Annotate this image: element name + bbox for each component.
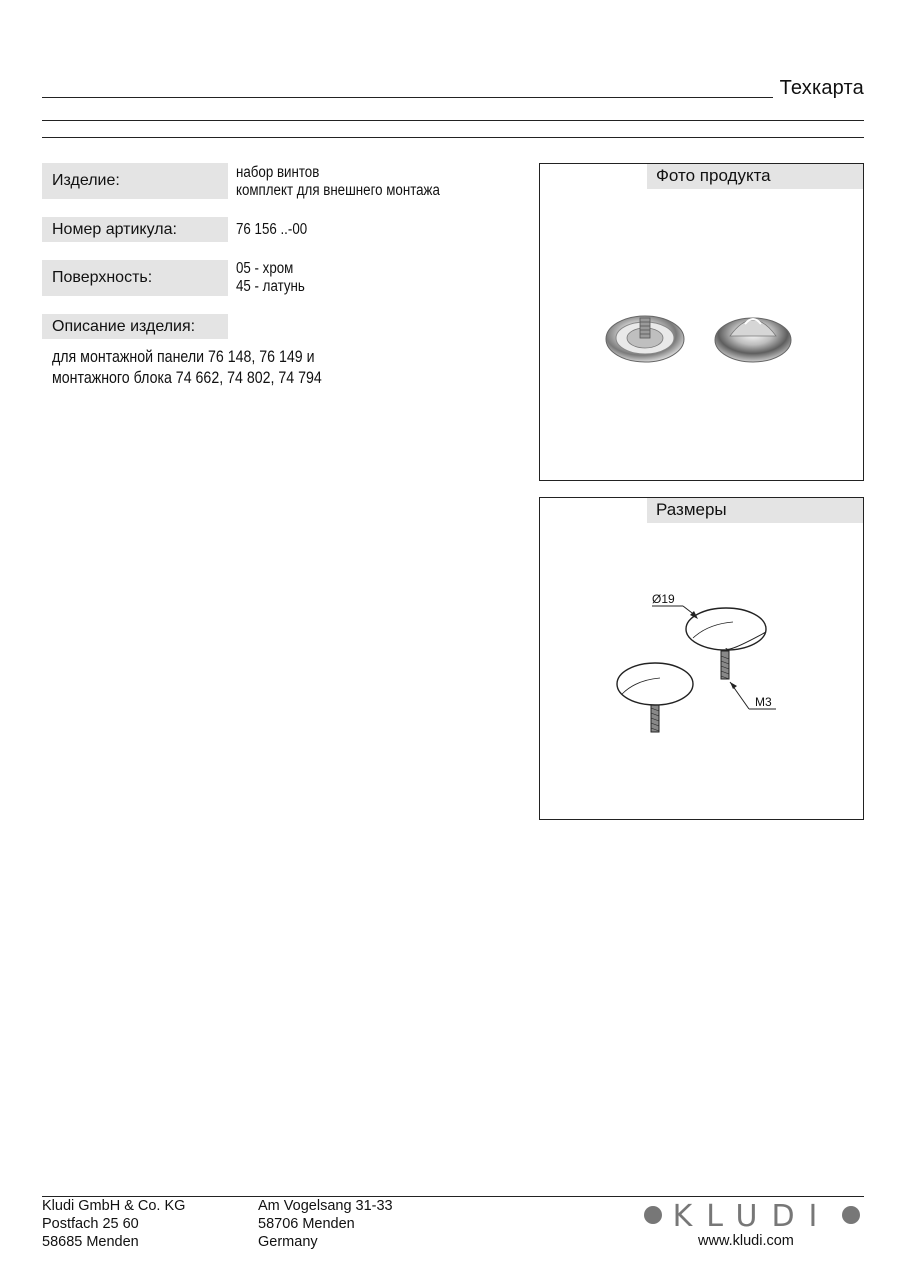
header-rule-top — [42, 97, 773, 98]
product-photo-title: Фото продукта — [647, 164, 863, 189]
product-name-value — [236, 164, 440, 200]
dimension-cap-back — [686, 608, 766, 650]
surface-label: Поверхность: — [42, 260, 228, 296]
footer-line: Germany — [258, 1234, 318, 1250]
dimensions-panel — [539, 497, 864, 820]
product-photo-panel — [539, 163, 864, 481]
article-number-label: Номер артикула: — [42, 217, 228, 242]
footer-company — [42, 1197, 185, 1251]
article-number-value: 76 156 ..-00 — [236, 221, 308, 238]
product-photo-image — [540, 164, 863, 480]
footer-line: 58706 Menden — [258, 1216, 355, 1232]
kludi-logo-text: KLUDI — [672, 1199, 832, 1234]
product-name-label: Изделие: — [42, 163, 228, 199]
dimension-cap-front — [617, 663, 693, 705]
description-line: монтажного блока 74 662, 74 802, 74 794 — [52, 369, 322, 387]
product-name-line: комплект для внешнего монтажа — [236, 182, 440, 199]
description-line: для монтажной панели 76 148, 76 149 и — [52, 348, 315, 366]
website-link[interactable]: www.kludi.com — [698, 1233, 794, 1249]
footer-line: Postfach 25 60 — [42, 1216, 139, 1232]
footer-line: 58685 Menden — [42, 1234, 139, 1250]
description-label: Описание изделия: — [42, 314, 228, 339]
description-text — [52, 347, 322, 389]
diameter-label: Ø19 — [652, 592, 675, 606]
surface-line: 45 - латунь — [236, 278, 305, 295]
header-rule-middle — [42, 120, 864, 121]
header-rule-bottom — [42, 137, 864, 138]
footer-address — [258, 1197, 393, 1251]
thread-label: M3 — [755, 695, 772, 709]
footer-line: Am Vogelsang 31-33 — [258, 1198, 393, 1214]
kludi-logo — [640, 1196, 864, 1236]
surface-value — [236, 260, 305, 296]
dimensions-drawing — [540, 498, 863, 819]
page-title: Техкарта — [779, 77, 864, 99]
footer-line: Kludi GmbH & Co. KG — [42, 1198, 186, 1214]
surface-line: 05 - хром — [236, 260, 294, 277]
dimensions-title: Размеры — [647, 498, 863, 523]
product-name-line: набор винтов — [236, 164, 320, 181]
